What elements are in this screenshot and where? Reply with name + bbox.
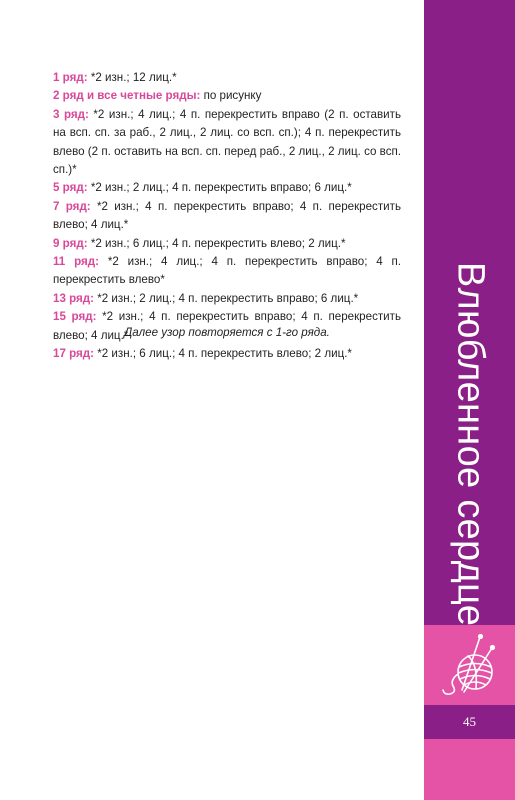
instruction-row-17 bbox=[53, 345, 401, 363]
row-text: *2 изн.; 4 лиц.; 4 п. перекрестить вправо; 4 п. перекрестить влево* bbox=[53, 255, 401, 287]
instruction-row-5 bbox=[53, 179, 401, 197]
row-label: 3 ряд: bbox=[53, 107, 89, 121]
row-text: *2 изн.; 12 лиц.* bbox=[87, 71, 177, 84]
section-title-container bbox=[424, 0, 515, 625]
row-text: *2 изн.; 4 лиц.; 4 п. перекрестить вправо (2 п. оставить на всп. сп. за раб., 2 лиц., 2 лиц. со всп. сп.); 4 п. перекрестить влево (2 п. оставить на всп. сп. перед раб., 2 лиц., 2 лиц. со всп. сп.)* bbox=[53, 107, 401, 177]
row-text: по рисунку bbox=[200, 89, 262, 103]
instructions-block bbox=[53, 69, 401, 364]
row-text: *2 изн.; 4 п. перекрестить вправо; 4 п. перекрестить влево; 4 лиц.* bbox=[53, 199, 401, 232]
repeat-note: Далее узор повторяется с 1-го ряда. bbox=[124, 326, 330, 339]
instruction-row-13 bbox=[53, 290, 401, 308]
row-label: 1 ряд: bbox=[53, 71, 88, 84]
row-text: *2 изн.; 2 лиц.; 4 п. перекрестить вправо; 6 лиц.* bbox=[94, 291, 359, 305]
instruction-row-3 bbox=[53, 106, 401, 180]
side-band-bottom bbox=[424, 739, 515, 800]
side-band bbox=[424, 0, 515, 800]
row-label: 7 ряд: bbox=[53, 199, 91, 213]
yarn-ball-needles-icon bbox=[440, 634, 502, 698]
row-label: 15 ряд: bbox=[53, 310, 97, 324]
instruction-row-2 bbox=[53, 87, 401, 105]
row-label: 17 ряд: bbox=[53, 347, 95, 361]
row-label: 9 ряд: bbox=[53, 236, 88, 250]
section-title: Влюбленное сердце bbox=[449, 261, 492, 627]
page-number: 45 bbox=[463, 714, 476, 729]
row-text: *2 изн.; 2 лиц.; 4 п. перекрестить вправо; 6 лиц.* bbox=[87, 181, 352, 195]
instruction-row-1 bbox=[53, 69, 401, 87]
row-label: 11 ряд: bbox=[53, 255, 99, 269]
row-label: 5 ряд: bbox=[53, 181, 88, 195]
instruction-row-11 bbox=[53, 253, 401, 290]
row-label: 13 ряд: bbox=[53, 291, 95, 305]
row-text: *2 изн.; 6 лиц.; 4 п. перекрестить влево; 2 лиц.* bbox=[87, 236, 346, 250]
row-text: *2 изн.; 4 п. перекрестить вправо; 4 п. перекрестить влево; 4 лиц.* bbox=[53, 310, 402, 342]
instruction-row-9 bbox=[53, 235, 401, 253]
row-label: 2 ряд и все четные ряды: bbox=[53, 89, 201, 103]
row-text: *2 изн.; 6 лиц.; 4 п. перекрестить влево; 2 лиц.* bbox=[94, 347, 352, 361]
instruction-row-7 bbox=[53, 198, 401, 235]
